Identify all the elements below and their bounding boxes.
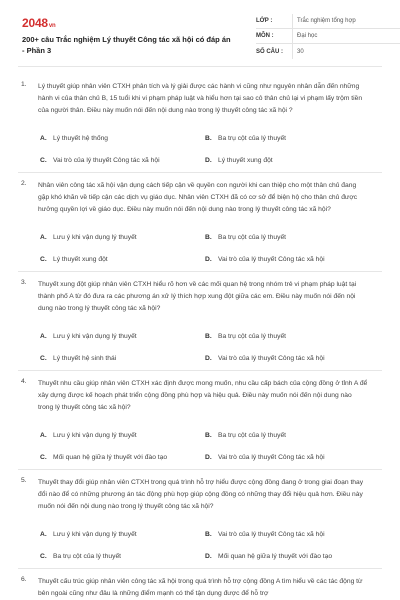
option-text: Vai trò của lý thuyết Công tác xã hội <box>218 530 325 538</box>
meta-row-class <box>256 14 400 29</box>
option-letter: D. <box>205 552 212 560</box>
meta-value[interactable]: Trắc nghiệm tổng hợp <box>292 14 400 28</box>
answer-option-c[interactable] <box>40 454 205 461</box>
answer-option-b[interactable] <box>205 432 370 439</box>
option-text: Ba trụ cột của lý thuyết <box>53 552 122 560</box>
option-text: Lý thuyết hệ thống <box>53 134 109 142</box>
option-text: Lưu ý khi vận dụng lý thuyết <box>53 431 137 439</box>
answer-options <box>40 523 370 567</box>
option-letter: B. <box>205 530 212 538</box>
option-letter: D. <box>205 354 212 362</box>
answer-option-a[interactable] <box>40 234 205 241</box>
option-text: Lưu ý khi vận dụng lý thuyết <box>53 530 137 538</box>
answer-option-d[interactable] <box>205 454 370 461</box>
option-text: Ba trụ cột của lý thuyết <box>218 134 287 142</box>
answer-option-d[interactable] <box>205 355 370 362</box>
question-number: 3. <box>21 279 27 286</box>
answer-option-d[interactable] <box>205 256 370 263</box>
option-letter: C. <box>40 156 47 164</box>
meta-row-count <box>256 44 400 59</box>
answer-option-d[interactable] <box>205 553 370 560</box>
option-text: Mối quan hệ giữa lý thuyết với đào tạo <box>53 453 168 461</box>
answer-option-d[interactable] <box>205 157 370 164</box>
question-number: 6. <box>21 576 27 583</box>
question-text: Thuyết cấu trúc giúp nhân viên công tác xã hội trong quá trình hỗ trợ cộng đồng A tìm hiểu về các tác động từ bên ngoài cũng như đâu là những điểm mạnh có thể tận dụng được để hỗ trợ <box>38 578 363 597</box>
option-letter: D. <box>205 453 212 461</box>
option-text: Lý thuyết xung đột <box>218 156 273 164</box>
meta-value[interactable]: Đại học <box>292 29 400 43</box>
question-item <box>18 569 382 600</box>
option-text: Vai trò của lý thuyết Công tác xã hội <box>53 156 160 164</box>
option-text: Ba trụ cột của lý thuyết <box>218 332 287 340</box>
option-text: Ba trụ cột của lý thuyết <box>218 233 287 241</box>
question-text: Thuyết thay đổi giúp nhân viên CTXH trong quá trình hỗ trợ hiểu được cộng đồng đang ở trong giai đoạn thay đổi nào để có những phương án tác động phù hợp giúp cộng đồng có những thay đổi hiệu quả hơn. Điều này muốn nói đến nội dung nào trong lý thuyết công tác xã hội? <box>38 479 364 510</box>
logo-suffix: vn <box>48 23 56 29</box>
question-number: 5. <box>21 477 27 484</box>
answer-option-a[interactable] <box>40 333 205 340</box>
question-text: Nhân viên công tác xã hội vận dụng cách tiếp cận về quyền con người khi can thiệp cho một thân chủ đang gặp khó khăn về tiếp cận các dịch vụ giáo dục. Nhân viên CTXH đã có cơ sở để biện hộ cho thân chủ được hưởng quyền lợi về giáo dục. Điều này muốn nói đến nội dung nào trong lý thuyết công tác xã hội? <box>38 182 358 213</box>
meta-value: 30 <box>292 44 400 59</box>
option-text: Lý thuyết hệ sinh thái <box>53 354 117 362</box>
answer-options <box>40 325 370 369</box>
question-item <box>18 74 382 173</box>
option-letter: A. <box>40 233 47 241</box>
option-letter: C. <box>40 354 47 362</box>
logo-text: 2048 <box>22 16 48 30</box>
option-text: Lý thuyết xung đột <box>53 255 108 263</box>
answer-option-c[interactable] <box>40 157 205 164</box>
meta-key: MÔN : <box>256 33 274 39</box>
answer-option-c[interactable] <box>40 355 205 362</box>
document-header <box>18 12 382 58</box>
option-letter: C. <box>40 552 47 560</box>
option-letter: B. <box>205 431 212 439</box>
option-letter: A. <box>40 431 47 439</box>
answer-options <box>40 127 370 171</box>
question-text: Thuyết nhu cầu giúp nhân viên CTXH xác định được mong muốn, nhu cầu cấp bách của cộng đồng ở tỉnh A để xây dựng được kế hoạch phát triển cộng đồng phù hợp và hiệu quả. Điều này muốn nói đến nội dung nào trong lý thuyết công tác xã hội? <box>38 380 368 411</box>
answer-option-b[interactable] <box>205 234 370 241</box>
option-text: Vai trò của lý thuyết Công tác xã hội <box>218 255 325 263</box>
question-number: 4. <box>21 378 27 385</box>
option-letter: C. <box>40 255 47 263</box>
meta-key: SỐ CÂU : <box>256 48 283 55</box>
meta-row-subject <box>256 29 400 44</box>
answer-options <box>40 424 370 468</box>
question-item <box>18 272 382 371</box>
answer-option-a[interactable] <box>40 531 205 538</box>
option-letter: B. <box>205 134 212 142</box>
question-number: 2. <box>21 180 27 187</box>
meta-table <box>256 14 400 59</box>
option-letter: D. <box>205 156 212 164</box>
option-letter: C. <box>40 453 47 461</box>
option-text: Lưu ý khi vận dụng lý thuyết <box>53 233 137 241</box>
page-title: 200+ câu Trắc nghiệm Lý thuyết Công tác xã hội có đáp án - Phần 3 <box>22 35 231 55</box>
answer-option-c[interactable] <box>40 256 205 263</box>
option-letter: B. <box>205 233 212 241</box>
answer-option-c[interactable] <box>40 553 205 560</box>
answer-option-a[interactable] <box>40 432 205 439</box>
answer-options <box>40 226 370 270</box>
question-text: Lý thuyết giúp nhân viên CTXH phân tích và lý giải được các hành vi cũng như nguyên nhân dẫn đến những hành vi của thân chủ B, 15 tuổi khi vi phạm pháp luật và hiểu hơn tại sao cô thân chủ lại vi phạm lấy trộm tiền của người thân. Điều này muốn nói đến nội dung nào trong lý thuyết công tác xã hội ? <box>38 83 363 114</box>
option-text: Ba trụ cột của lý thuyết <box>218 431 287 439</box>
option-letter: D. <box>205 255 212 263</box>
answer-option-b[interactable] <box>205 333 370 340</box>
question-list <box>18 74 382 600</box>
option-letter: B. <box>205 332 212 340</box>
question-item <box>18 470 382 569</box>
option-letter: A. <box>40 134 47 142</box>
option-text: Lưu ý khi vận dụng lý thuyết <box>53 332 137 340</box>
question-item <box>18 371 382 470</box>
option-text: Vai trò của lý thuyết Công tác xã hội <box>218 453 325 461</box>
answer-option-b[interactable] <box>205 135 370 142</box>
question-item <box>18 173 382 272</box>
option-text: Vai trò của lý thuyết Công tác xã hội <box>218 354 325 362</box>
option-text: Mối quan hệ giữa lý thuyết với đào tạo <box>218 552 333 560</box>
meta-key: LỚP : <box>256 18 273 24</box>
site-logo[interactable] <box>22 16 56 30</box>
answer-option-a[interactable] <box>40 135 205 142</box>
option-letter: A. <box>40 530 47 538</box>
question-number: 1. <box>21 81 27 88</box>
answer-option-b[interactable] <box>205 531 370 538</box>
question-text: Thuyết xung đột giúp nhân viên CTXH hiểu rõ hơn về các mối quan hệ trong nhóm trẻ vi phạm pháp luật tại thành phố A từ đó đưa ra các phương án xử lý thích hợp xung đột giữa các em. Điều này muốn nói đến nội dung nào trong lý thuyết công tác xã hội? <box>38 281 357 312</box>
option-letter: A. <box>40 332 47 340</box>
header-divider <box>18 66 382 67</box>
